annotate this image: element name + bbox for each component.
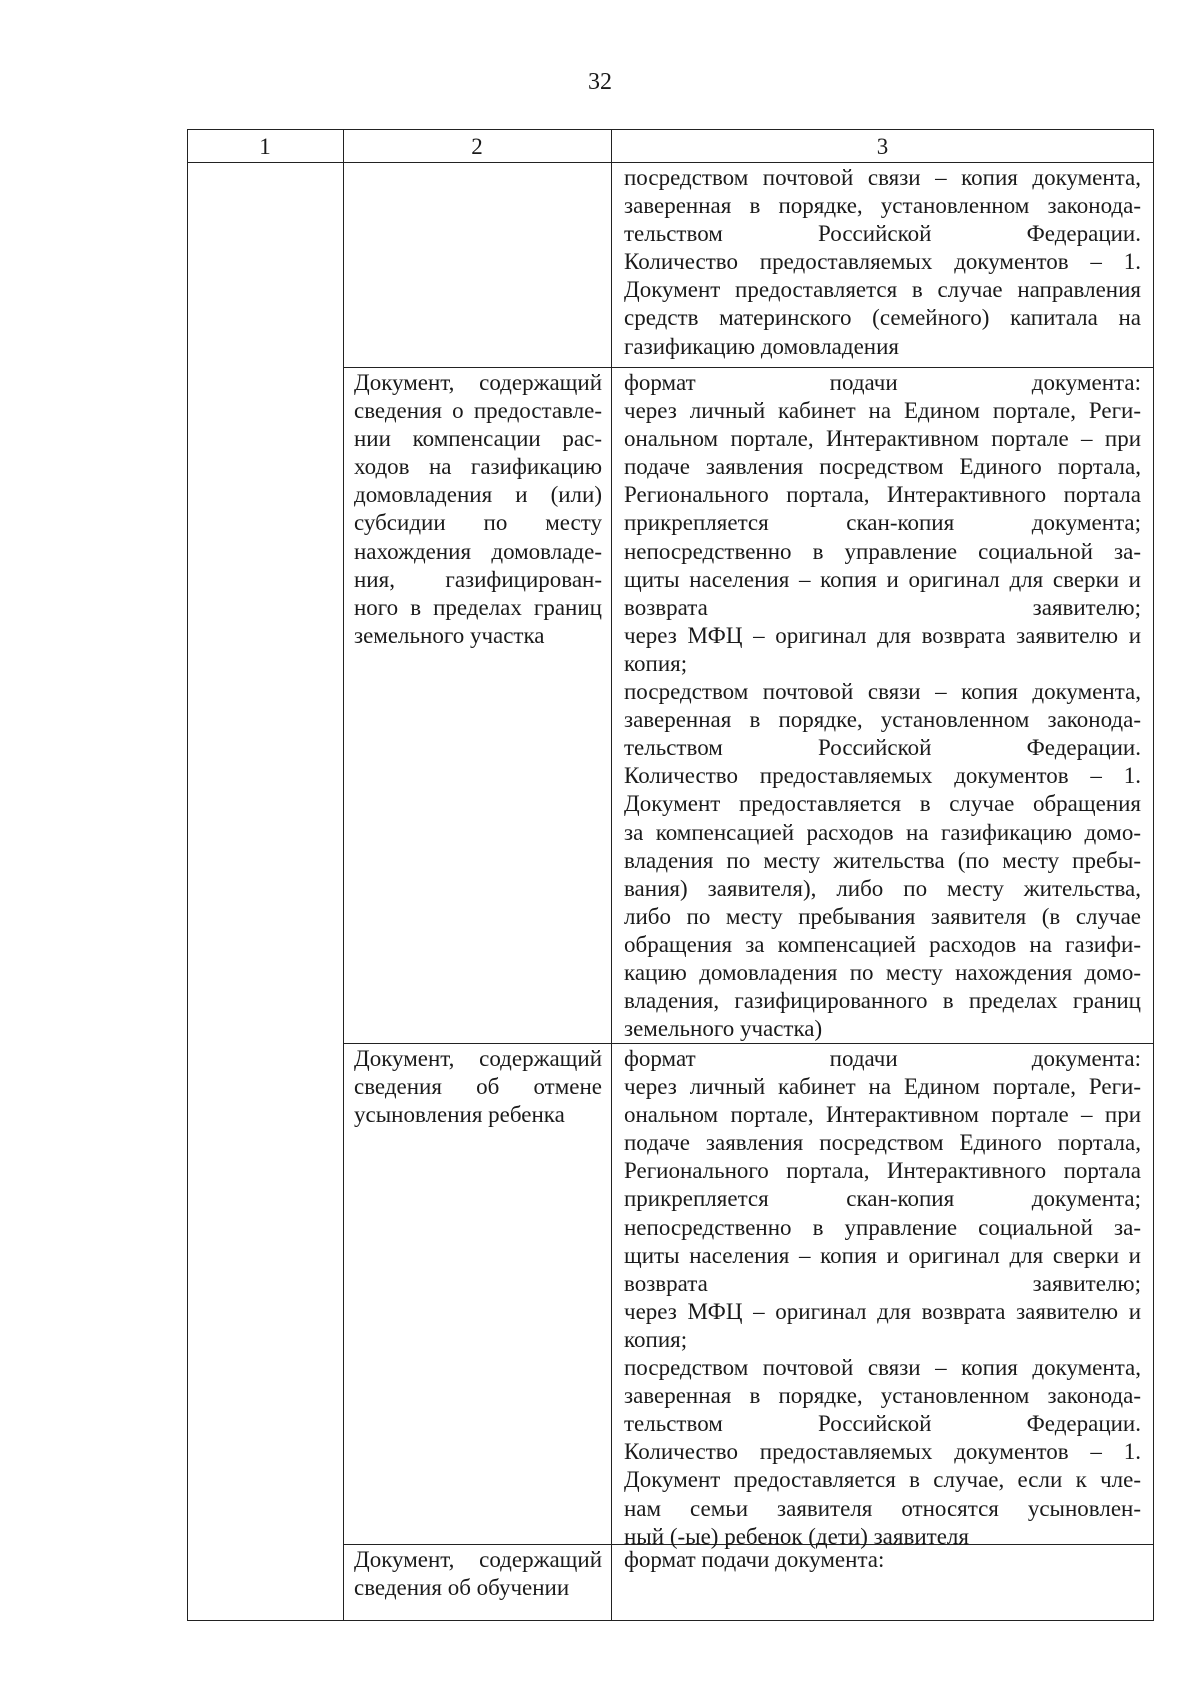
text-line: Количество предоставляемых документов – 1. [624,1439,1141,1465]
header-row-divider [187,162,1154,163]
text-line: возврата заявителю; [624,1270,1141,1296]
text-line: Регионального портала, Интерактивного портала [624,1158,1141,1184]
text-line: земельного участка [354,622,545,648]
column-divider-1 [343,129,344,1621]
text-line: Документ, содержащий [354,370,602,395]
text-line: тельством Российской Федерации. [624,1411,1141,1437]
text-line: через личный кабинет на Едином портале, Реги- [624,398,1141,424]
row-1-col-3 [624,164,1141,361]
text-line: ного в пределах границ [354,594,602,620]
row-2-col-3 [624,369,1141,1043]
text-line: Документ предоставляется в случае направления [624,277,1141,303]
text-line: ходов на газификацию [354,454,602,480]
row-2-col-2 [354,369,602,650]
column-header-1: 1 [259,134,271,159]
text-line: посредством почтовой связи – копия документа, [624,1355,1141,1381]
text-line: Регионального портала, Интерактивного портала [624,482,1141,508]
text-line: вания) заявителя), либо по месту жительства, [624,875,1141,901]
column-header-2: 2 [471,134,483,159]
row-4-col-3 [624,1546,1141,1574]
text-line: ный (-ые) ребенок (дети) заявителя [624,1523,969,1549]
text-line: подаче заявления посредством Единого портала, [624,454,1141,480]
text-line: щиты населения – копия и оригинал для сверки и [624,566,1141,592]
text-line: заверенная в порядке, установленном законода- [624,707,1141,733]
text-line: владения, газифицированного в пределах границ [624,988,1141,1014]
text-line: сведения об обучении [354,1575,570,1601]
text-line: владения по месту жительства (по месту пребы- [624,847,1141,873]
text-line: газификацию домовладения [624,333,900,359]
text-line: через МФЦ – оригинал для возврата заявителю и [624,1298,1141,1324]
text-line: за компенсацией расходов на газификацию домо- [624,819,1141,845]
text-line: через личный кабинет на Едином портале, Реги- [624,1074,1141,1100]
text-line: средств материнского (семейного) капитала на [624,305,1141,331]
text-line: заверенная в порядке, установленном законода- [624,193,1141,219]
text-line: копия; [624,650,688,676]
text-line: ональном портале, Интерактивном портале – при [624,1102,1141,1128]
column-divider-2 [611,129,612,1621]
text-line: обращения за компенсацией расходов на газифи- [624,931,1141,957]
text-line: кацию домовладения по месту нахождения домо- [624,959,1141,985]
text-line: тельством Российской Федерации. [624,735,1141,761]
text-line: непосредственно в управление социальной за- [624,538,1141,564]
text-line: тельством Российской Федерации. [624,221,1141,247]
text-line: сведения об отмене [354,1074,602,1100]
page-number: 32 [588,69,612,95]
row-4-col-2 [354,1546,602,1602]
text-line: сведения о предоставле- [354,398,602,424]
text-line: усыновления ребенка [354,1102,565,1128]
text-line: возврата заявителю; [624,594,1141,620]
text-line: заверенная в порядке, установленном законода- [624,1383,1141,1409]
text-line: прикрепляется скан-копия документа; [624,510,1141,536]
row-3-col-3 [624,1045,1141,1551]
text-line: Документ предоставляется в случае обращения [624,791,1141,817]
text-line: через МФЦ – оригинал для возврата заявителю и [624,622,1141,648]
text-line: Документ, содержащий [354,1547,602,1572]
text-line: подаче заявления посредством Единого портала, [624,1130,1141,1156]
text-line: нии компенсации рас- [354,426,602,452]
text-line: непосредственно в управление социальной за- [624,1214,1141,1240]
text-line: формат подачи документа: [624,1046,1141,1071]
text-line: ональном портале, Интерактивном портале – при [624,426,1141,452]
column-header-3: 3 [876,134,889,159]
text-line: формат подачи документа: [624,1547,885,1572]
text-line: ния, газифицирован- [354,566,602,592]
text-line: прикрепляется скан-копия документа; [624,1186,1141,1212]
text-line: Документ, содержащий [354,1046,602,1071]
row-3-col-2 [354,1045,602,1129]
text-line: формат подачи документа: [624,370,1141,395]
text-line: посредством почтовой связи – копия документа, [624,165,1141,190]
text-line: нам семьи заявителя относятся усыновлен- [624,1495,1141,1521]
text-line: земельного участка) [624,1016,823,1042]
row-divider [343,367,1154,368]
text-line: либо по месту пребывания заявителя (в случае [624,903,1141,929]
text-line: нахождения домовладе- [354,538,602,564]
text-line: посредством почтовой связи – копия документа, [624,679,1141,705]
text-line: Количество предоставляемых документов – 1. [624,763,1141,789]
text-line: субсидии по месту [354,510,602,536]
text-line: домовладения и (или) [354,482,602,508]
text-line: щиты населения – копия и оригинал для сверки и [624,1242,1141,1268]
text-line: Количество предоставляемых документов – 1. [624,249,1141,275]
text-line: копия; [624,1326,688,1352]
text-line: Документ предоставляется в случае, если к чле- [624,1467,1141,1493]
